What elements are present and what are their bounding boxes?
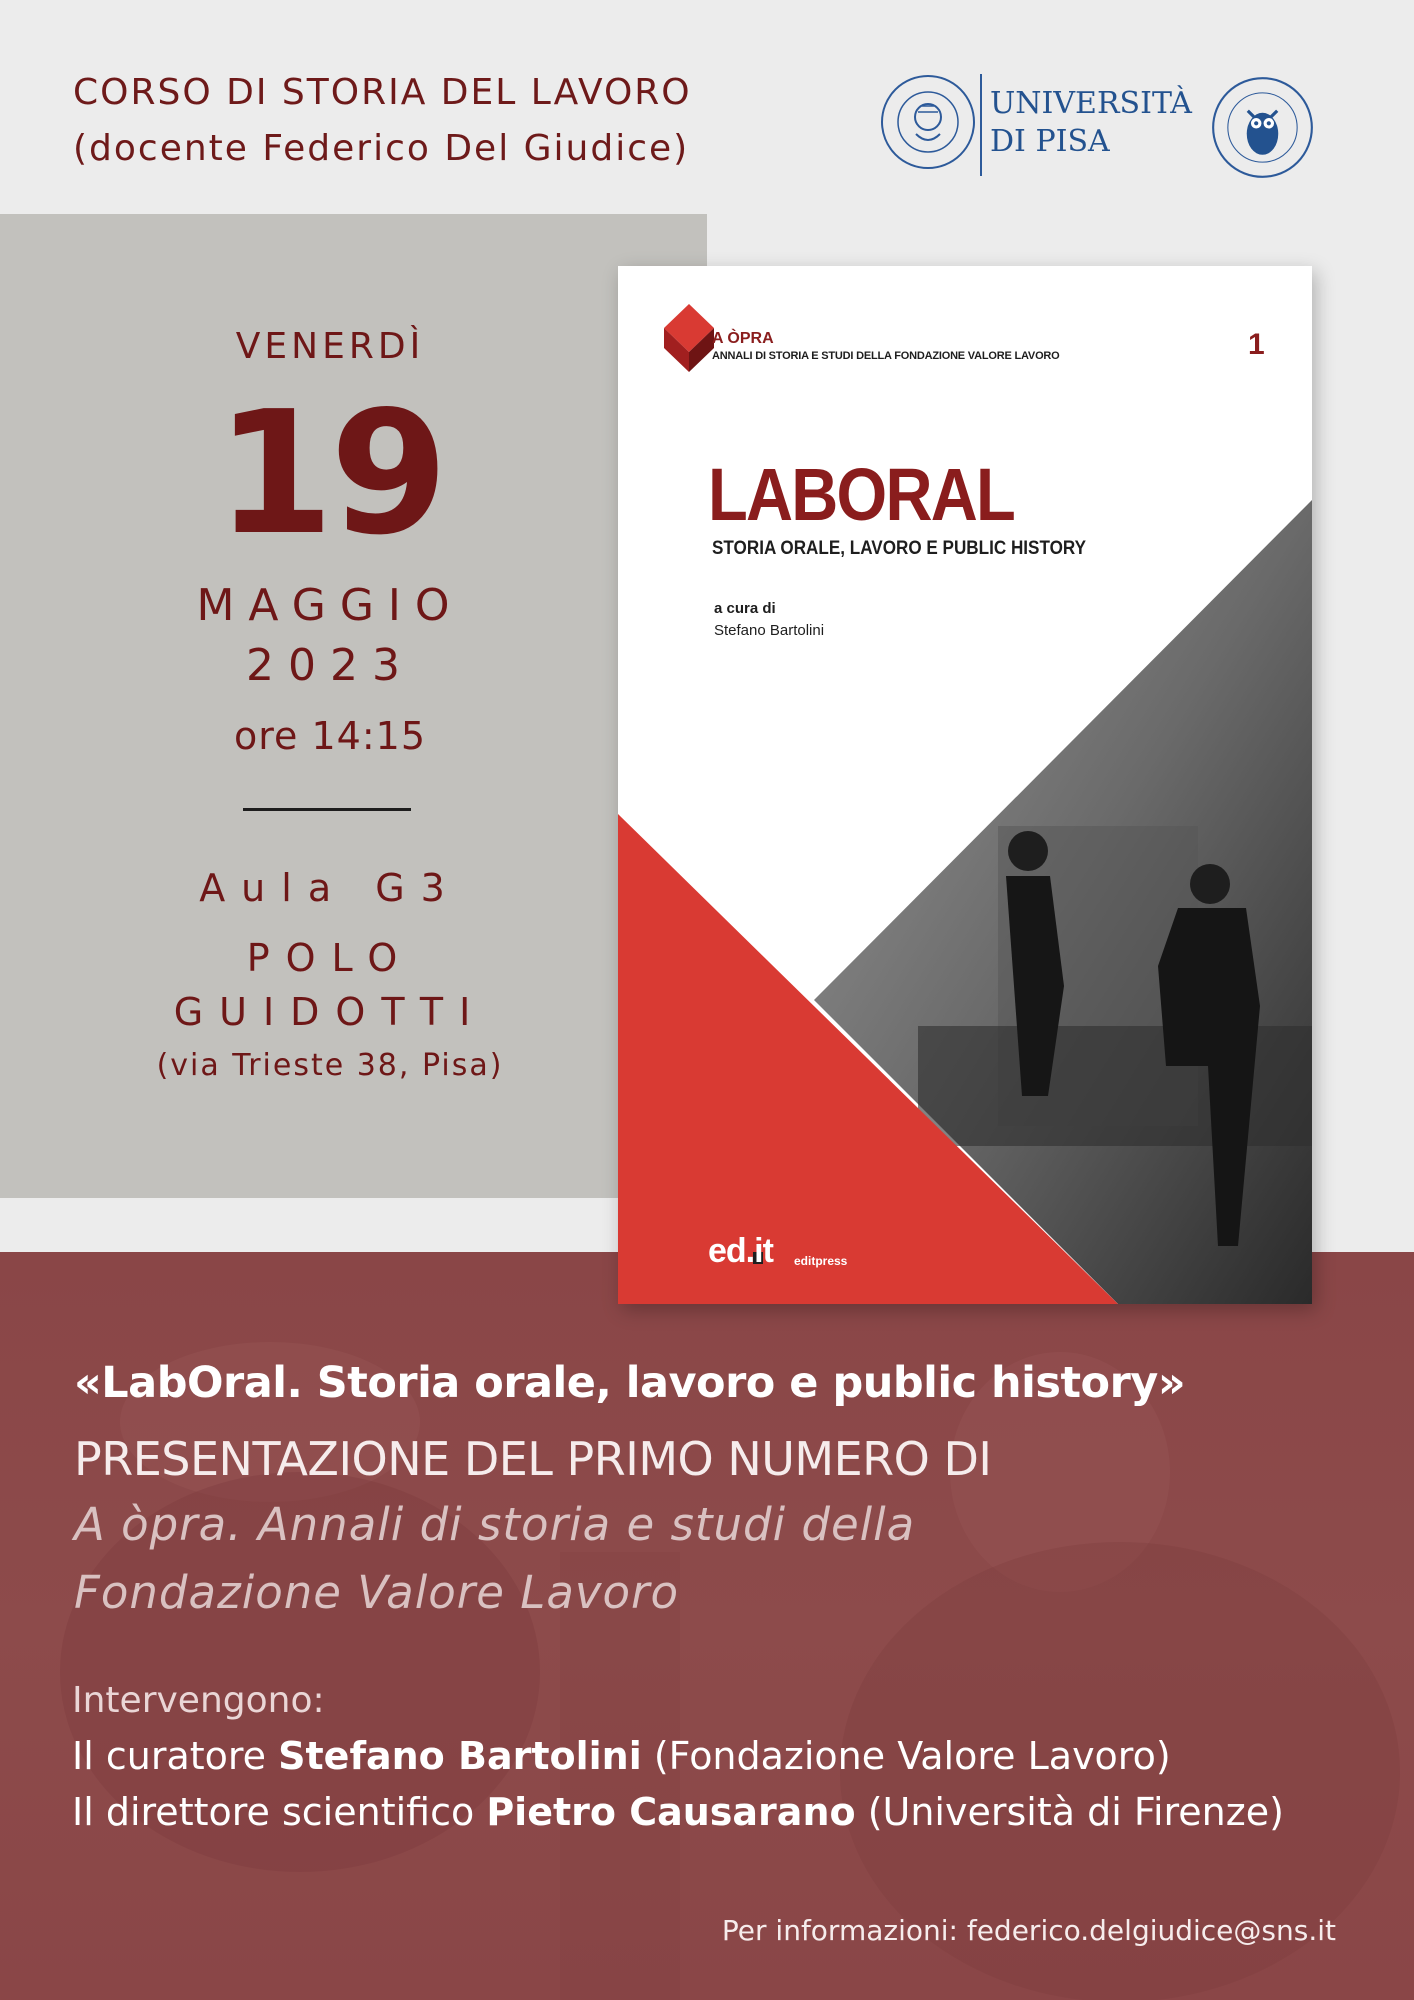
publisher-logo: ed.it (708, 1232, 773, 1270)
venue-address: (via Trieste 38, Pisa) (156, 1048, 504, 1083)
speaker-role: Il curatore (72, 1734, 267, 1778)
cover-artwork (618, 266, 1312, 1304)
event-title: «LabOral. Storia orale, lavoro e public history» (74, 1358, 1186, 1408)
venue-line1: POLO (246, 936, 414, 980)
journal-title-line1: A òpra. Annali di storia e studi della (74, 1498, 916, 1551)
date-panel (0, 214, 707, 1198)
event-day: 19 (215, 375, 445, 573)
cover-subtitle: STORIA ORALE, LAVORO E PUBLIC HISTORY (712, 538, 1087, 559)
speaker-name: Stefano Bartolini (278, 1734, 642, 1778)
venue-line2: GUIDOTTI (173, 990, 487, 1034)
university-logo (878, 72, 1192, 182)
logo-divider (980, 74, 982, 176)
university-name-line2: DI PISA (990, 124, 1110, 159)
date-divider (243, 808, 411, 811)
speaker-affiliation: (Fondazione Valore Lavoro) (653, 1734, 1171, 1778)
publisher-subtext: editpress (794, 1254, 848, 1268)
course-title: CORSO DI STORIA DEL LAVORO (73, 72, 692, 113)
university-name-line1: UNIVERSITÀ (990, 86, 1192, 121)
event-time: ore 14:15 (233, 714, 426, 758)
speaker-role: Il direttore scientifico (72, 1790, 475, 1834)
event-month: MAGGIO (196, 580, 464, 631)
journal-title-line2: Fondazione Valore Lavoro (74, 1566, 680, 1619)
speaker-name: Pietro Causarano (486, 1790, 856, 1834)
event-year: 2023 (246, 640, 414, 691)
presentation-line: PRESENTAZIONE DEL PRIMO NUMERO DI (74, 1432, 992, 1486)
series-name: A ÒPRA (712, 330, 774, 347)
series-subtitle: ANNALI DI STORIA E STUDI DELLA FONDAZIONE VALORE LAVORO (712, 350, 1060, 362)
editor-name: Stefano Bartolini (714, 622, 825, 639)
event-weekday: VENERDÌ (235, 326, 425, 367)
course-teacher: (docente Federico Del Giudice) (73, 128, 690, 169)
book-cover (618, 266, 1312, 1304)
editor-label: a cura di (714, 600, 776, 617)
university-seal-icon (878, 72, 978, 172)
issue-number: 1 (1248, 328, 1265, 361)
speaker-line (72, 1734, 1171, 1778)
cover-title: LABORAL (708, 453, 1015, 536)
speaker-line (72, 1790, 1284, 1834)
event-room: Aula G3 (199, 866, 461, 910)
speakers-label: Intervengono: (72, 1680, 325, 1721)
contact-info[interactable]: Per informazioni: federico.delgiudice@sns.it (721, 1914, 1336, 1947)
speaker-affiliation: (Università di Firenze) (867, 1790, 1284, 1834)
department-owl-seal-icon (1210, 75, 1315, 180)
